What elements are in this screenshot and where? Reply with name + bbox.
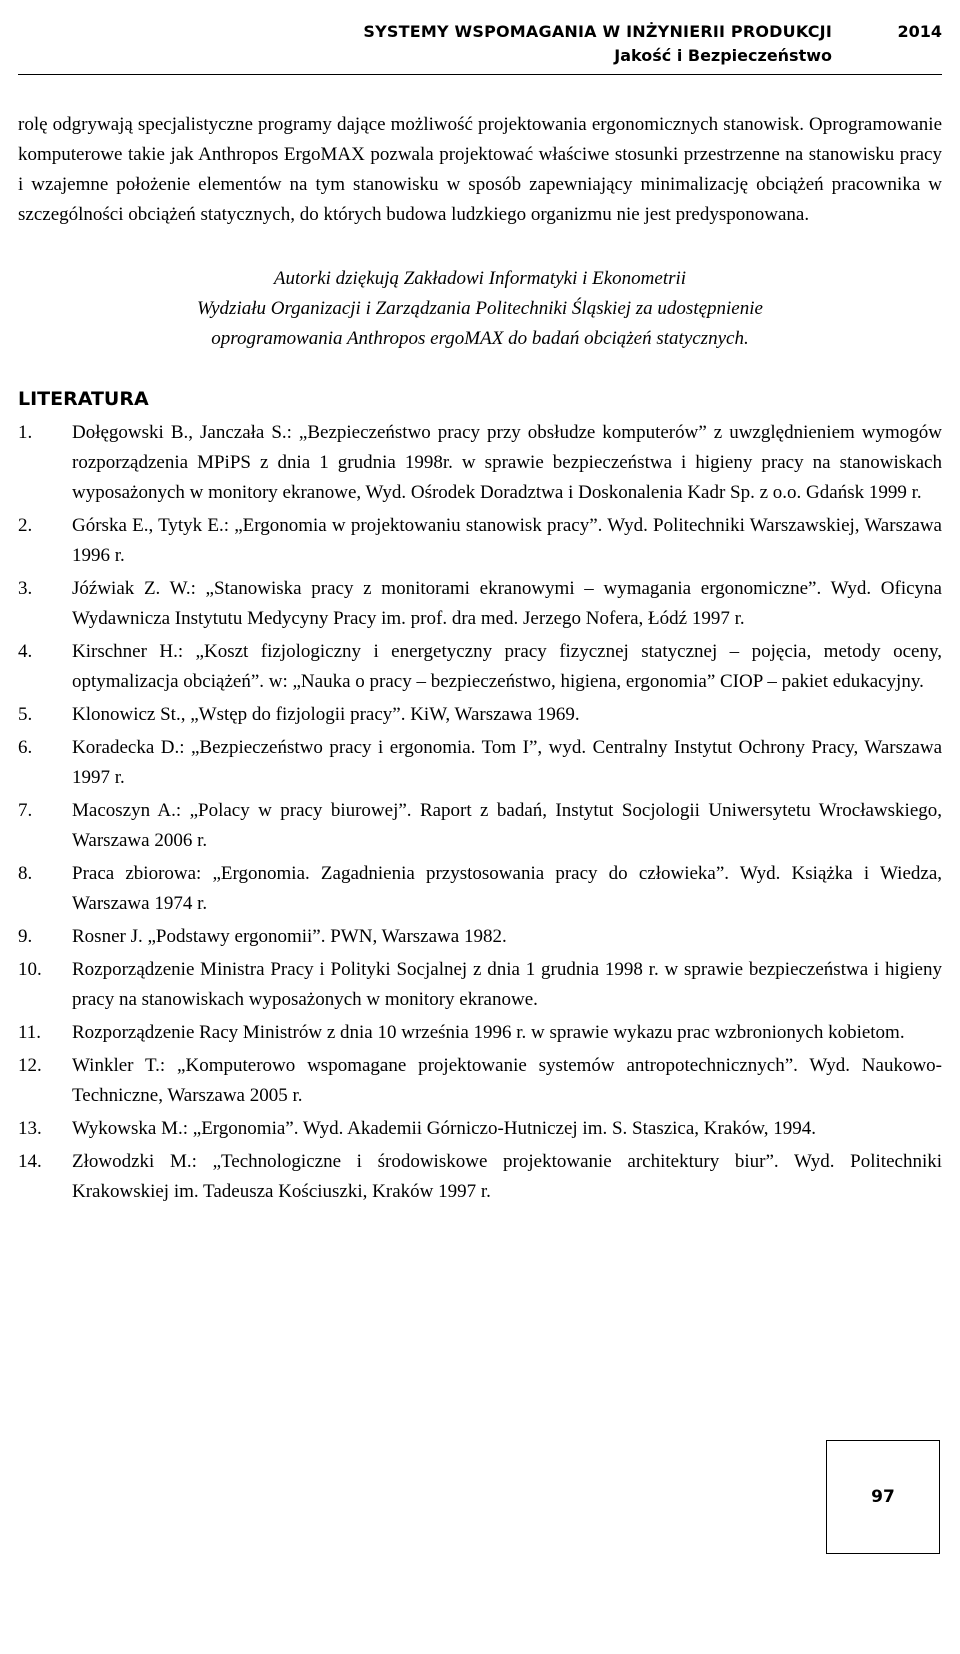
reference-item <box>18 796 942 856</box>
reference-text: Wykowska M.: „Ergonomia”. Wyd. Akademii Górniczo-Hutniczej im. S. Staszica, Kraków, 1994. <box>72 1118 817 1139</box>
acknowledgement-line: oprogramowania Anthropos ergoMAX do badań obciążeń statycznych. <box>211 328 749 349</box>
reference-text: Macoszyn A.: „Polacy w pracy biurowej”. Raport z badań, Instytut Socjologii Uniwersytetu Wrocławskiego, Warszawa 2006 r. <box>72 800 942 851</box>
reference-text: Złowodzki M.: „Technologiczne i środowiskowe projektowanie architektury biur”. Wyd. Politechniki Krakowskiej im. Tadeusza Kościuszki, Kraków 1997 r. <box>72 1151 942 1202</box>
reference-text: Rozporządzenie Ministra Pracy i Polityki Socjalnej z dnia 1 grudnia 1998 r. w sprawie bezpieczeństwa i higieny pracy na stanowiskach wyposażonych w monitory ekranowe. <box>72 959 942 1010</box>
article-body <box>18 110 942 1210</box>
reference-number: 2. <box>18 515 33 536</box>
reference-number: 13. <box>18 1118 42 1139</box>
section-title: Jakość i Bezpieczeństwo <box>614 46 832 65</box>
issue-year: 2014 <box>897 22 942 41</box>
reference-item <box>18 700 942 730</box>
reference-number: 12. <box>18 1055 42 1076</box>
reference-number: 5. <box>18 704 33 725</box>
reference-text: Klonowicz St., „Wstęp do fizjologii pracy”. KiW, Warszawa 1969. <box>72 704 580 725</box>
reference-item <box>18 418 942 508</box>
reference-text: Górska E., Tytyk E.: „Ergonomia w projektowaniu stanowisk pracy”. Wyd. Politechniki Warszawskiej, Warszawa 1996 r. <box>72 515 942 566</box>
reference-number: 4. <box>18 641 33 662</box>
reference-item <box>18 955 942 1015</box>
literature-heading: LITERATURA <box>18 388 149 410</box>
reference-number: 6. <box>18 737 33 758</box>
reference-item <box>18 511 942 571</box>
reference-item <box>18 1051 942 1111</box>
reference-text: Koradecka D.: „Bezpieczeństwo pracy i ergonomia. Tom I”, wyd. Centralny Instytut Ochrony Pracy, Warszawa 1997 r. <box>72 737 942 788</box>
reference-item <box>18 637 942 697</box>
page-header <box>18 16 942 76</box>
page-number-box <box>826 1440 940 1554</box>
reference-text: Winkler T.: „Komputerowo wspomagane projektowanie systemów antropotechnicznych”. Wyd. Naukowo-Techniczne, Warszawa 2005 r. <box>72 1055 942 1106</box>
reference-item <box>18 1147 942 1207</box>
reference-item <box>18 922 942 952</box>
reference-number: 1. <box>18 422 33 443</box>
journal-title: SYSTEMY WSPOMAGANIA W INŻYNIERII PRODUKCJI <box>363 22 832 41</box>
reference-text: Jóźwiak Z. W.: „Stanowiska pracy z monitorami ekranowymi – wymagania ergonomiczne”. Wyd. Oficyna Wydawnicza Instytutu Medycyny Pracy im. prof. dra med. Jerzego Nofera, Łódź 1997 r. <box>72 578 942 629</box>
reference-item <box>18 574 942 634</box>
reference-text: Rozporządzenie Racy Ministrów z dnia 10 września 1996 r. w sprawie wykazu prac wzbronionych kobietom. <box>72 1022 905 1043</box>
intro-paragraph: rolę odgrywają specjalistyczne programy dające możliwość projektowania ergonomicznych stanowisk. Oprogramowanie komputerowe takie jak Anthropos ErgoMAX pozwala projektować właściwe stosunki przestrzenne na stanowisku pracy i wzajemne położenie elementów na tym stanowisku w sposób zapewniający minimalizację obciążeń pracownika w szczególności obciążeń statycznych, do których budowa ludzkiego organizmu nie jest predysponowana. <box>18 114 942 225</box>
reference-item <box>18 859 942 919</box>
reference-text: Kirschner H.: „Koszt fizjologiczny i energetyczny pracy fizycznej statycznej – pojęcia, metody oceny, optymalizacja obciążeń”. w: „Nauka o pracy – bezpieczeństwo, higiena, ergonomia” CIOP – pakiet edukacyjny. <box>72 641 942 692</box>
reference-text: Rosner J. „Podstawy ergonomii”. PWN, Warszawa 1982. <box>72 926 507 947</box>
reference-number: 11. <box>18 1022 42 1043</box>
reference-list <box>18 418 942 1207</box>
reference-text: Dołęgowski B., Janczała S.: „Bezpieczeństwo pracy przy obsłudze komputerów” z uwzględnieniem wymogów rozporządzenia MPiPS z dnia 1 grudnia 1998r. w sprawie bezpieczeństwa i higieny pracy na stanowiskach wyposażonych w monitory ekranowe, Wyd. Ośrodek Doradztwa i Doskonalenia Kadr Sp. z o.o. Gdańsk 1999 r. <box>72 422 942 503</box>
page-number: 97 <box>871 1487 895 1507</box>
reference-item <box>18 733 942 793</box>
reference-number: 14. <box>18 1151 42 1172</box>
reference-number: 8. <box>18 863 33 884</box>
acknowledgement-line: Wydziału Organizacji i Zarządzania Politechniki Śląskiej za udostępnienie <box>197 298 763 319</box>
reference-item <box>18 1114 942 1144</box>
reference-number: 10. <box>18 959 42 980</box>
reference-number: 9. <box>18 926 33 947</box>
reference-text: Praca zbiorowa: „Ergonomia. Zagadnienia przystosowania pracy do człowieka”. Wyd. Książka i Wiedza, Warszawa 1974 r. <box>72 863 942 914</box>
acknowledgement <box>18 264 942 354</box>
header-divider <box>18 74 942 75</box>
reference-item <box>18 1018 942 1048</box>
acknowledgement-line: Autorki dziękują Zakładowi Informatyki i Ekonometrii <box>273 268 687 289</box>
reference-number: 7. <box>18 800 33 821</box>
reference-number: 3. <box>18 578 33 599</box>
